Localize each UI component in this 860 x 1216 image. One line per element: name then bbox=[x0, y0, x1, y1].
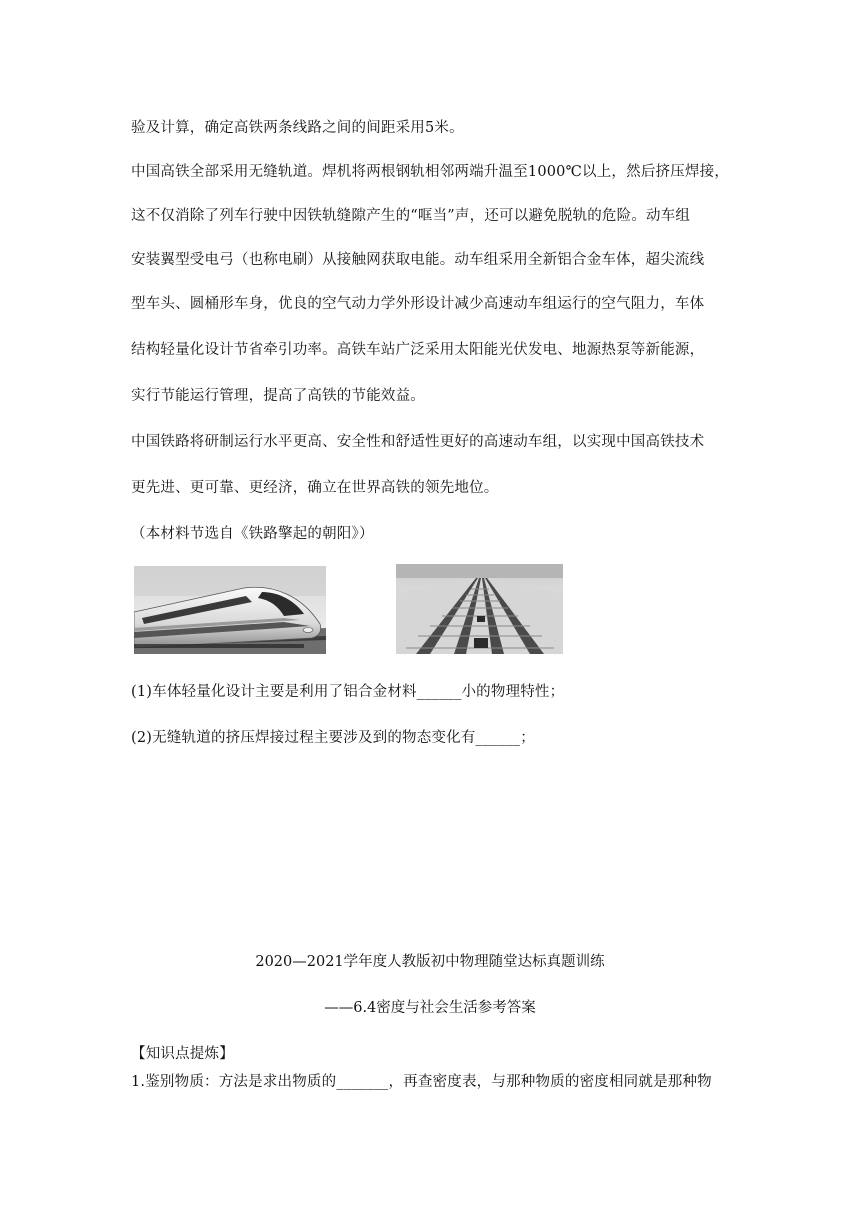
text-line: 验及计算，确定高铁两条线路之间的间距采用5米。 bbox=[131, 120, 464, 136]
track-photo bbox=[396, 564, 563, 654]
text-line: 型车头、圆桶形车身，优良的空气动力学外形设计减少高速动车组运行的空气阻力，车体 bbox=[131, 296, 705, 312]
train-photo bbox=[134, 566, 326, 654]
answer-subtitle: ——6.4密度与社会生活参考答案 bbox=[324, 1000, 536, 1016]
question-2: (2)无缝轨道的挤压焊接过程主要涉及到的物态变化有______； bbox=[131, 730, 535, 746]
text-line: 中国高铁全部采用无缝轨道。焊机将两根钢轨相邻两端升温至1000℃以上，然后挤压焊接， bbox=[131, 164, 730, 180]
question-1: (1)车体轻量化设计主要是利用了铝合金材料______小的物理特性； bbox=[131, 684, 565, 700]
text-line: 这不仅消除了列车行驶中因铁轨缝隙产生的“哐当”声，还可以避免脱轨的危险。动车组 bbox=[131, 208, 691, 224]
section-heading: 【知识点提炼】 bbox=[131, 1046, 234, 1062]
text-line: 实行节能运行管理，提高了高铁的节能效益。 bbox=[131, 388, 425, 404]
text-line: 结构轻量化设计节省牵引功率。高铁车站广泛采用太阳能光伏发电、地源热泵等新能源， bbox=[131, 342, 705, 358]
source-citation: （本材料节选自《铁路擎起的朝阳》） bbox=[131, 526, 374, 542]
text-line: 中国铁路将研制运行水平更高、安全性和舒适性更好的高速动车组，以实现中国高铁技术 bbox=[131, 434, 705, 450]
text-line: 更先进、更可靠、更经济，确立在世界高铁的领先地位。 bbox=[131, 480, 499, 496]
text-line: 安装翼型受电弓（也称电刷）从接触网获取电能。动车组采用全新铝合金车体，超尖流线 bbox=[131, 252, 705, 268]
answer-title: 2020—2021学年度人教版初中物理随堂达标真题训练 bbox=[255, 954, 605, 970]
knowledge-item: 1.鉴别物质：方法是求出物质的_______，再查密度表，与那种物质的密度相同就是那种物 bbox=[131, 1074, 712, 1090]
